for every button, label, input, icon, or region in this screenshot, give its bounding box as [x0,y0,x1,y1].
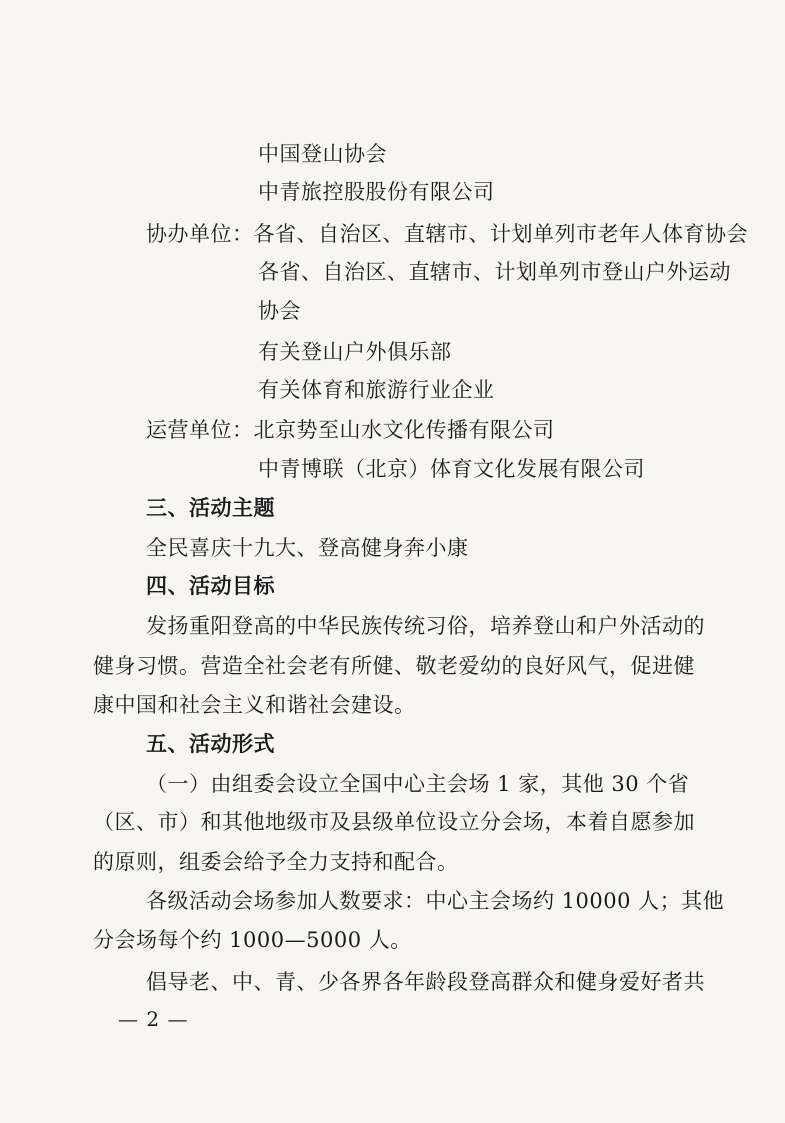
operator-line-2: 中青博联（北京）体育文化发展有限公司 [258,457,645,481]
section-heading-goals: 四、活动目标 [146,574,275,598]
co-organizer-line-4: 有关登山户外俱乐部 [258,340,452,364]
goals-paragraph-line-1: 发扬重阳登高的中华民族传统习俗，培养登山和户外活动的 [146,614,705,638]
attendance-line-1: 各级活动会场参加人数要求：中心主会场约 10000 人；其他 [146,889,725,913]
operator-line-1: 运营单位：北京势至山水文化传播有限公司 [146,418,555,442]
section-heading-format: 五、活动形式 [146,732,275,756]
page-number: — 2 — [118,1007,189,1031]
format-paragraph-line-1: （一）由组委会设立全国中心主会场 1 家，其他 30 个省 [146,772,690,796]
organizer-line-1: 中国登山协会 [258,142,387,166]
goals-paragraph-line-2: 健身习惯。营造全社会老有所健、敬老爱幼的良好风气，促进健 [93,654,695,678]
attendance-line-2: 分会场每个约 1000—5000 人。 [93,928,412,952]
co-organizer-line-1: 协办单位：各省、自治区、直辖市、计划单列市老年人体育协会 [146,222,748,246]
format-paragraph-line-2: （区、市）和其他地级市及县级单位设立分会场，本着自愿参加 [93,810,695,834]
section-heading-theme: 三、活动主题 [146,496,275,520]
format-paragraph-line-3: 的原则，组委会给予全力支持和配合。 [93,850,459,874]
theme-text: 全民喜庆十九大、登高健身奔小康 [146,536,469,560]
organizer-line-2: 中青旅控股股份有限公司 [258,180,495,204]
co-organizer-line-2: 各省、自治区、直辖市、计划单列市登山户外运动 [258,260,731,284]
advocacy-line-1: 倡导老、中、青、少各界各年龄段登高群众和健身爱好者共 [146,970,705,994]
goals-paragraph-line-3: 康中国和社会主义和谐社会建设。 [93,693,416,717]
co-organizer-line-3: 协会 [258,299,301,323]
co-organizer-line-5: 有关体育和旅游行业企业 [258,378,495,402]
